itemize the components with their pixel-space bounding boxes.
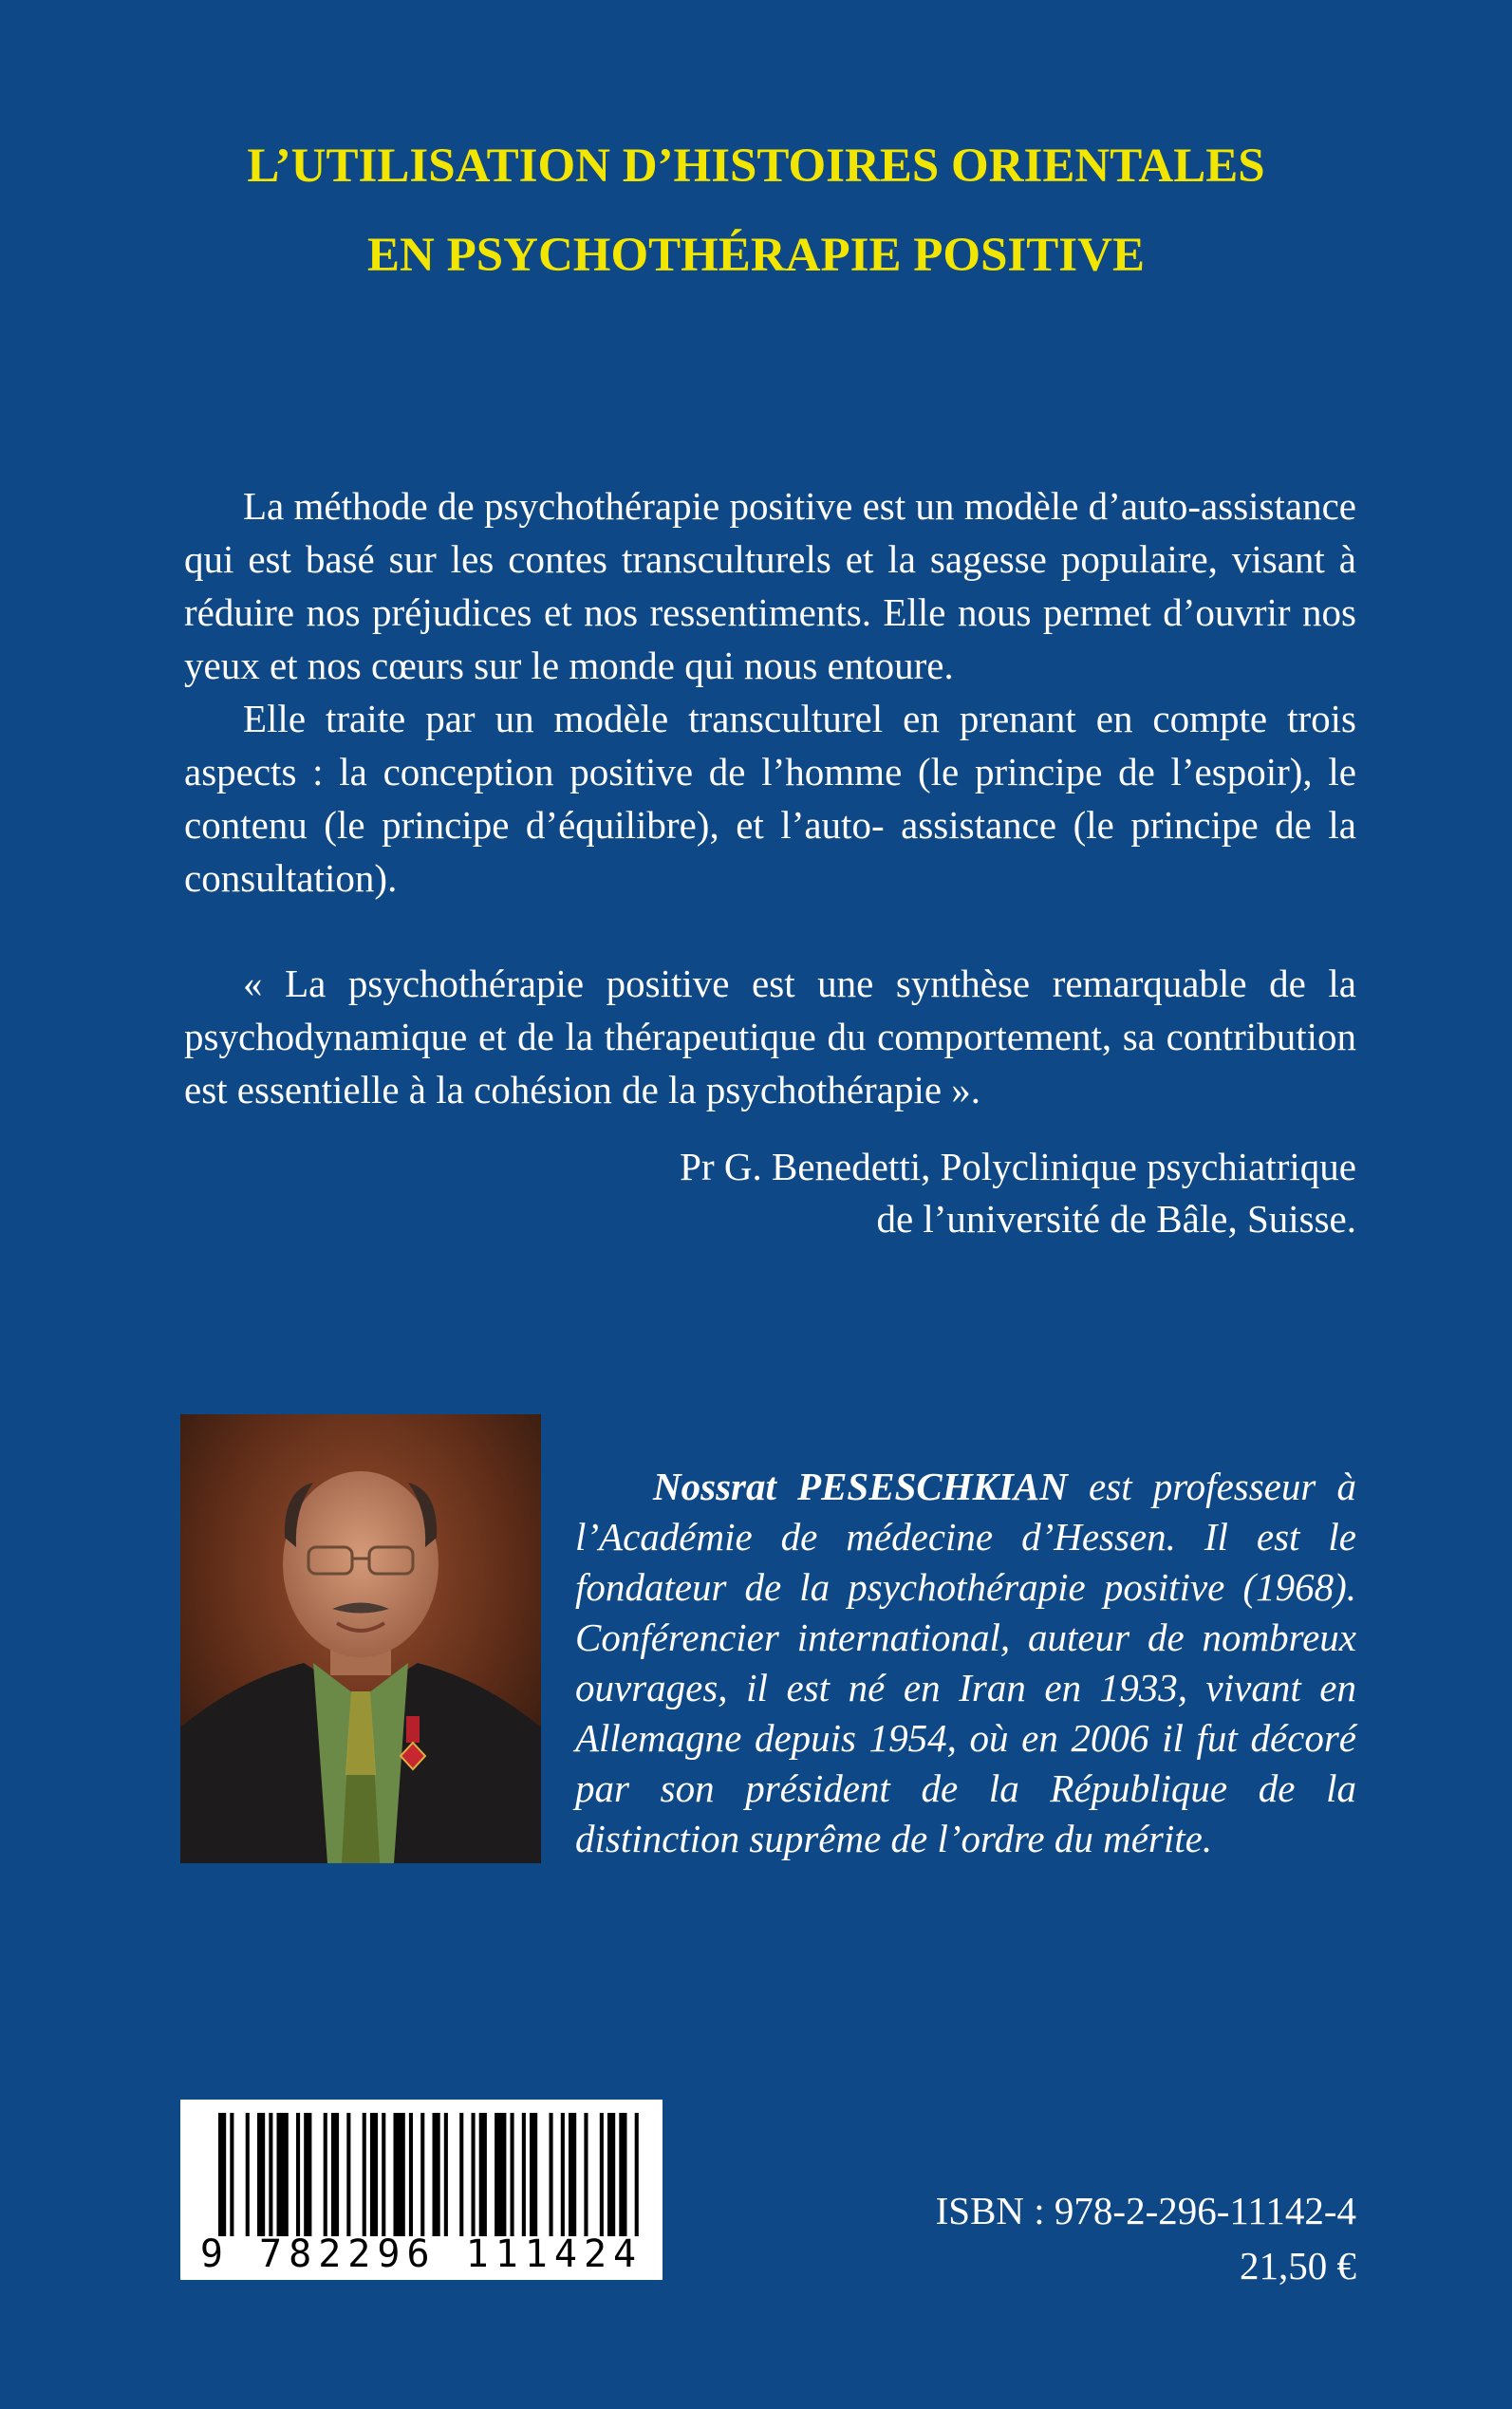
barcode-bar	[550, 2113, 553, 2236]
book-title-line-2: EN PSYCHOTHÉRAPIE POSITIVE	[367, 229, 1145, 282]
isbn-number: ISBN : 978-2-296-11142-4	[935, 2189, 1356, 2232]
barcode-bar	[522, 2113, 526, 2236]
author-portrait-illustration	[180, 1414, 541, 1863]
barcode	[180, 2100, 663, 2280]
book-title	[0, 121, 1512, 300]
barcode-bar	[394, 2113, 405, 2236]
barcode-bar	[459, 2113, 463, 2236]
isbn-price-block	[936, 2183, 1356, 2293]
barcode-bar	[346, 2113, 350, 2236]
barcode-bar	[370, 2113, 378, 2236]
barcode-bar	[511, 2113, 514, 2236]
author-bio-text: est professeur à l’Académie de médecine d’Hessen. Il est le fondateur de la psychothérapie positive (1968). Conférencier international, auteur de nombreux ouvrages, il est né en Iran en 1933, vivant en Allemagne depuis 1954, où en 2006 il fut décoré par son président de la République de la distinction suprême de l’ordre du mérite.	[575, 1465, 1356, 1860]
barcode-bar	[479, 2113, 487, 2236]
barcode-bar	[495, 2113, 506, 2236]
barcode-bar	[530, 2113, 537, 2236]
barcode-bar	[277, 2113, 289, 2236]
attribution-line-2: de l’université de Bâle, Suisse.	[876, 1197, 1356, 1241]
author-bio	[575, 1462, 1356, 1864]
barcode-bar	[619, 2113, 626, 2236]
description-paragraph-2: Elle traite par un modèle transculturel en prenant en compte trois aspects : la conception positive de l’homme (le principe de l’espoir), le contenu (le principe d’équilibre), et l’auto- assistance (le principe de la consultation).	[184, 697, 1356, 900]
barcode-bar	[304, 2113, 311, 2236]
barcode-bar	[433, 2113, 440, 2236]
barcode-bar	[269, 2113, 272, 2236]
barcode-bar	[600, 2113, 604, 2236]
barcode-bar	[635, 2113, 639, 2236]
barcode-bar	[409, 2113, 413, 2236]
barcode-bar	[561, 2113, 565, 2236]
barcode-bar	[324, 2113, 327, 2236]
barcode-bar	[230, 2113, 233, 2236]
barcode-bar	[363, 2113, 366, 2236]
barcode-bar	[382, 2113, 385, 2236]
author-photo	[180, 1414, 541, 1863]
quote-block	[184, 957, 1356, 1116]
barcode-bar	[569, 2113, 576, 2236]
barcode-bar	[607, 2113, 615, 2236]
barcode-bar	[444, 2113, 448, 2236]
barcode-bar	[331, 2113, 339, 2236]
barcode-bar	[246, 2113, 250, 2236]
price: 21,50 €	[1240, 2244, 1356, 2288]
quote-attribution	[680, 1141, 1356, 1245]
barcode-bar	[584, 2113, 588, 2236]
description-block	[184, 479, 1356, 905]
barcode-bar	[472, 2113, 476, 2236]
quote-text: « La psychothérapie positive est une synthèse remarquable de la psychodynamique et de la thérapeutique du comportement, sa contribution est essentielle à la cohésion de la psychothérapie ».	[184, 962, 1356, 1111]
barcode-bar	[257, 2113, 265, 2236]
author-name: Nossrat PESESCHKIAN	[653, 1465, 1068, 1508]
book-title-line-1: L’UTILISATION D’HISTOIRES ORIENTALES	[247, 140, 1265, 193]
attribution-line-1: Pr G. Benedetti, Polyclinique psychiatrique	[680, 1145, 1356, 1188]
author-bio-paragraph	[575, 1462, 1356, 1864]
barcode-digits: 9 782296 111424	[199, 2232, 644, 2276]
barcode-bar	[420, 2113, 424, 2236]
barcode-bar	[296, 2113, 300, 2236]
description-paragraph-1: La méthode de psychothérapie positive est un modèle d’auto-assistance qui est basé sur les contes transculturels et la sagesse populaire, visant à réduire nos préjudices et nos ressentiments. Elle nous permet d’ouvrir nos yeux et nos cœurs sur le monde qui nous entoure.	[184, 484, 1356, 687]
barcode-bar	[218, 2113, 226, 2236]
